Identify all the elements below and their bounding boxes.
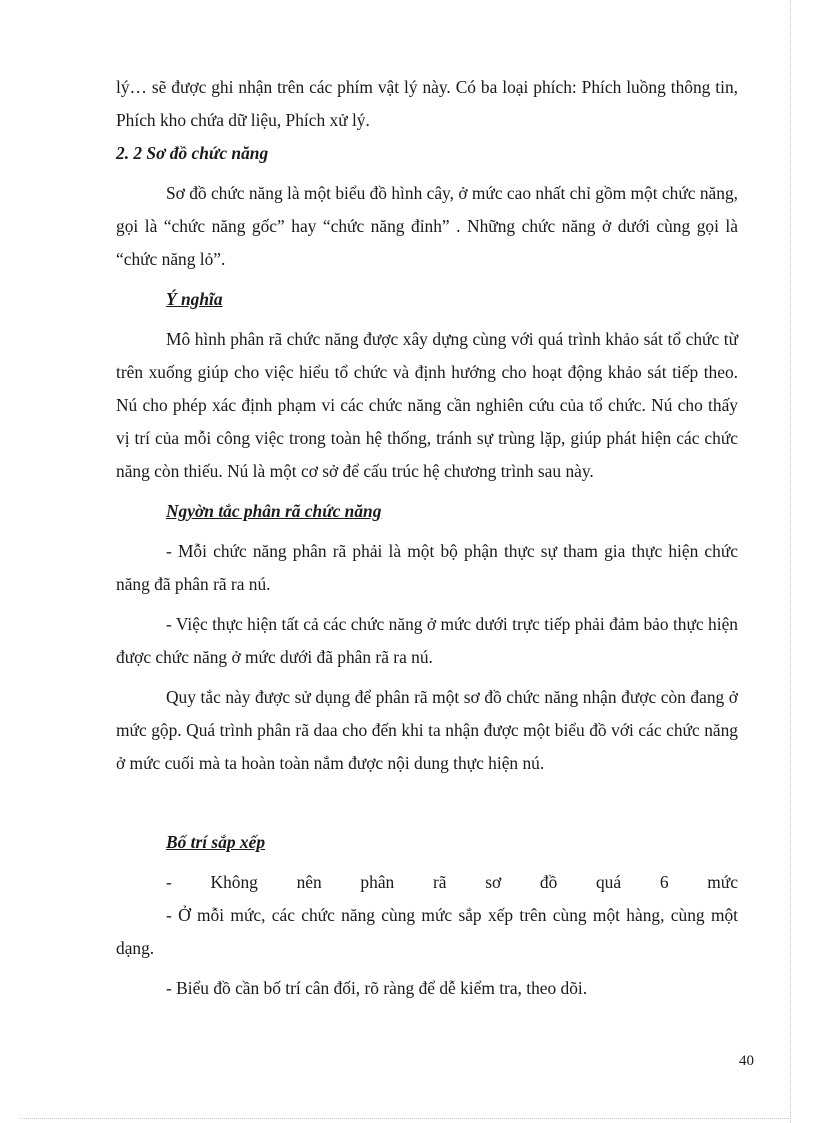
paragraph-layout-1 (116, 866, 738, 899)
subheading-principle: Ngyờn tắc phân rã chức năng (166, 501, 382, 521)
subheading-layout: Bố trí sắp xếp (166, 832, 266, 852)
word: đồ (539, 872, 558, 892)
page-body (116, 71, 738, 1005)
subheading-meaning: Ý nghĩa (166, 289, 223, 309)
word: mức (707, 872, 738, 892)
page-border-bottom (20, 1118, 791, 1119)
word: Không (210, 872, 258, 892)
word: - (166, 872, 172, 892)
paragraph-rule-2: - Việc thực hiện tất cả các chức năng ở mức dưới trực tiếp phải đảm bảo thực hiện được chức năng ở mức dưới đã phân rã ra nú. (116, 614, 738, 667)
paragraph-rule-1: - Mỗi chức năng phân rã phải là một bộ phận thực sự tham gia thực hiện chức năng đã phân rã ra nú. (116, 541, 738, 594)
word: phân (360, 872, 395, 892)
paragraph-meaning: Mô hình phân rã chức năng được xây dựng cùng với quá trình khảo sát tổ chức từ trên xuống giúp cho việc hiểu tổ chức và định hướng cho hoạt động khảo sát tiếp theo. Nú cho phép xác định phạm vi các chức năng cần nghiên cứu của tổ chức. Nú cho thấy vị trí của mỗi công việc trong toàn hệ thống, tránh sự trùng lặp, giúp phát hiện các chức năng còn thiếu. Nú là một cơ sở để cấu trúc hệ chương trình sau này. (116, 329, 738, 481)
word: 6 (659, 872, 669, 892)
paragraph-rule-note: Quy tắc này được sử dụng để phân rã một sơ đồ chức năng nhận được còn đang ở mức gộp. Quá trình phân rã daa cho đến khi ta nhận được một biểu đồ với các chức năng ở mức cuối mà ta hoàn toàn nắm được nội dung thực hiện nú. (116, 687, 738, 773)
paragraph-layout-2: - Ở mỗi mức, các chức năng cùng mức sắp xếp trên cùng một hàng, cùng một dạng. (116, 905, 738, 958)
word: nên (296, 872, 322, 892)
page-number: 40 (739, 1053, 754, 1069)
paragraph-definition: Sơ đồ chức năng là một biểu đồ hình cây, ở mức cao nhất chỉ gồm một chức năng, gọi là “chức năng gốc” hay “chức năng đỉnh” . Những chức năng ở dưới cùng gọi là “chức năng lỏ”. (116, 183, 738, 269)
word: rã (432, 872, 447, 892)
word: sơ (485, 872, 502, 892)
word: quá (595, 872, 622, 892)
paragraph-layout-3: - Biểu đồ cần bố trí cân đối, rõ ràng để dễ kiểm tra, theo dõi. (166, 978, 588, 998)
page-border-right (790, 0, 791, 1123)
paragraph-continuation: lý… sẽ được ghi nhận trên các phím vật lý này. Có ba loại phích: Phích luồng thông tin, Phích kho chứa dữ liệu, Phích xử lý. (116, 77, 738, 130)
section-heading: 2. 2 Sơ đồ chức năng (116, 143, 269, 163)
